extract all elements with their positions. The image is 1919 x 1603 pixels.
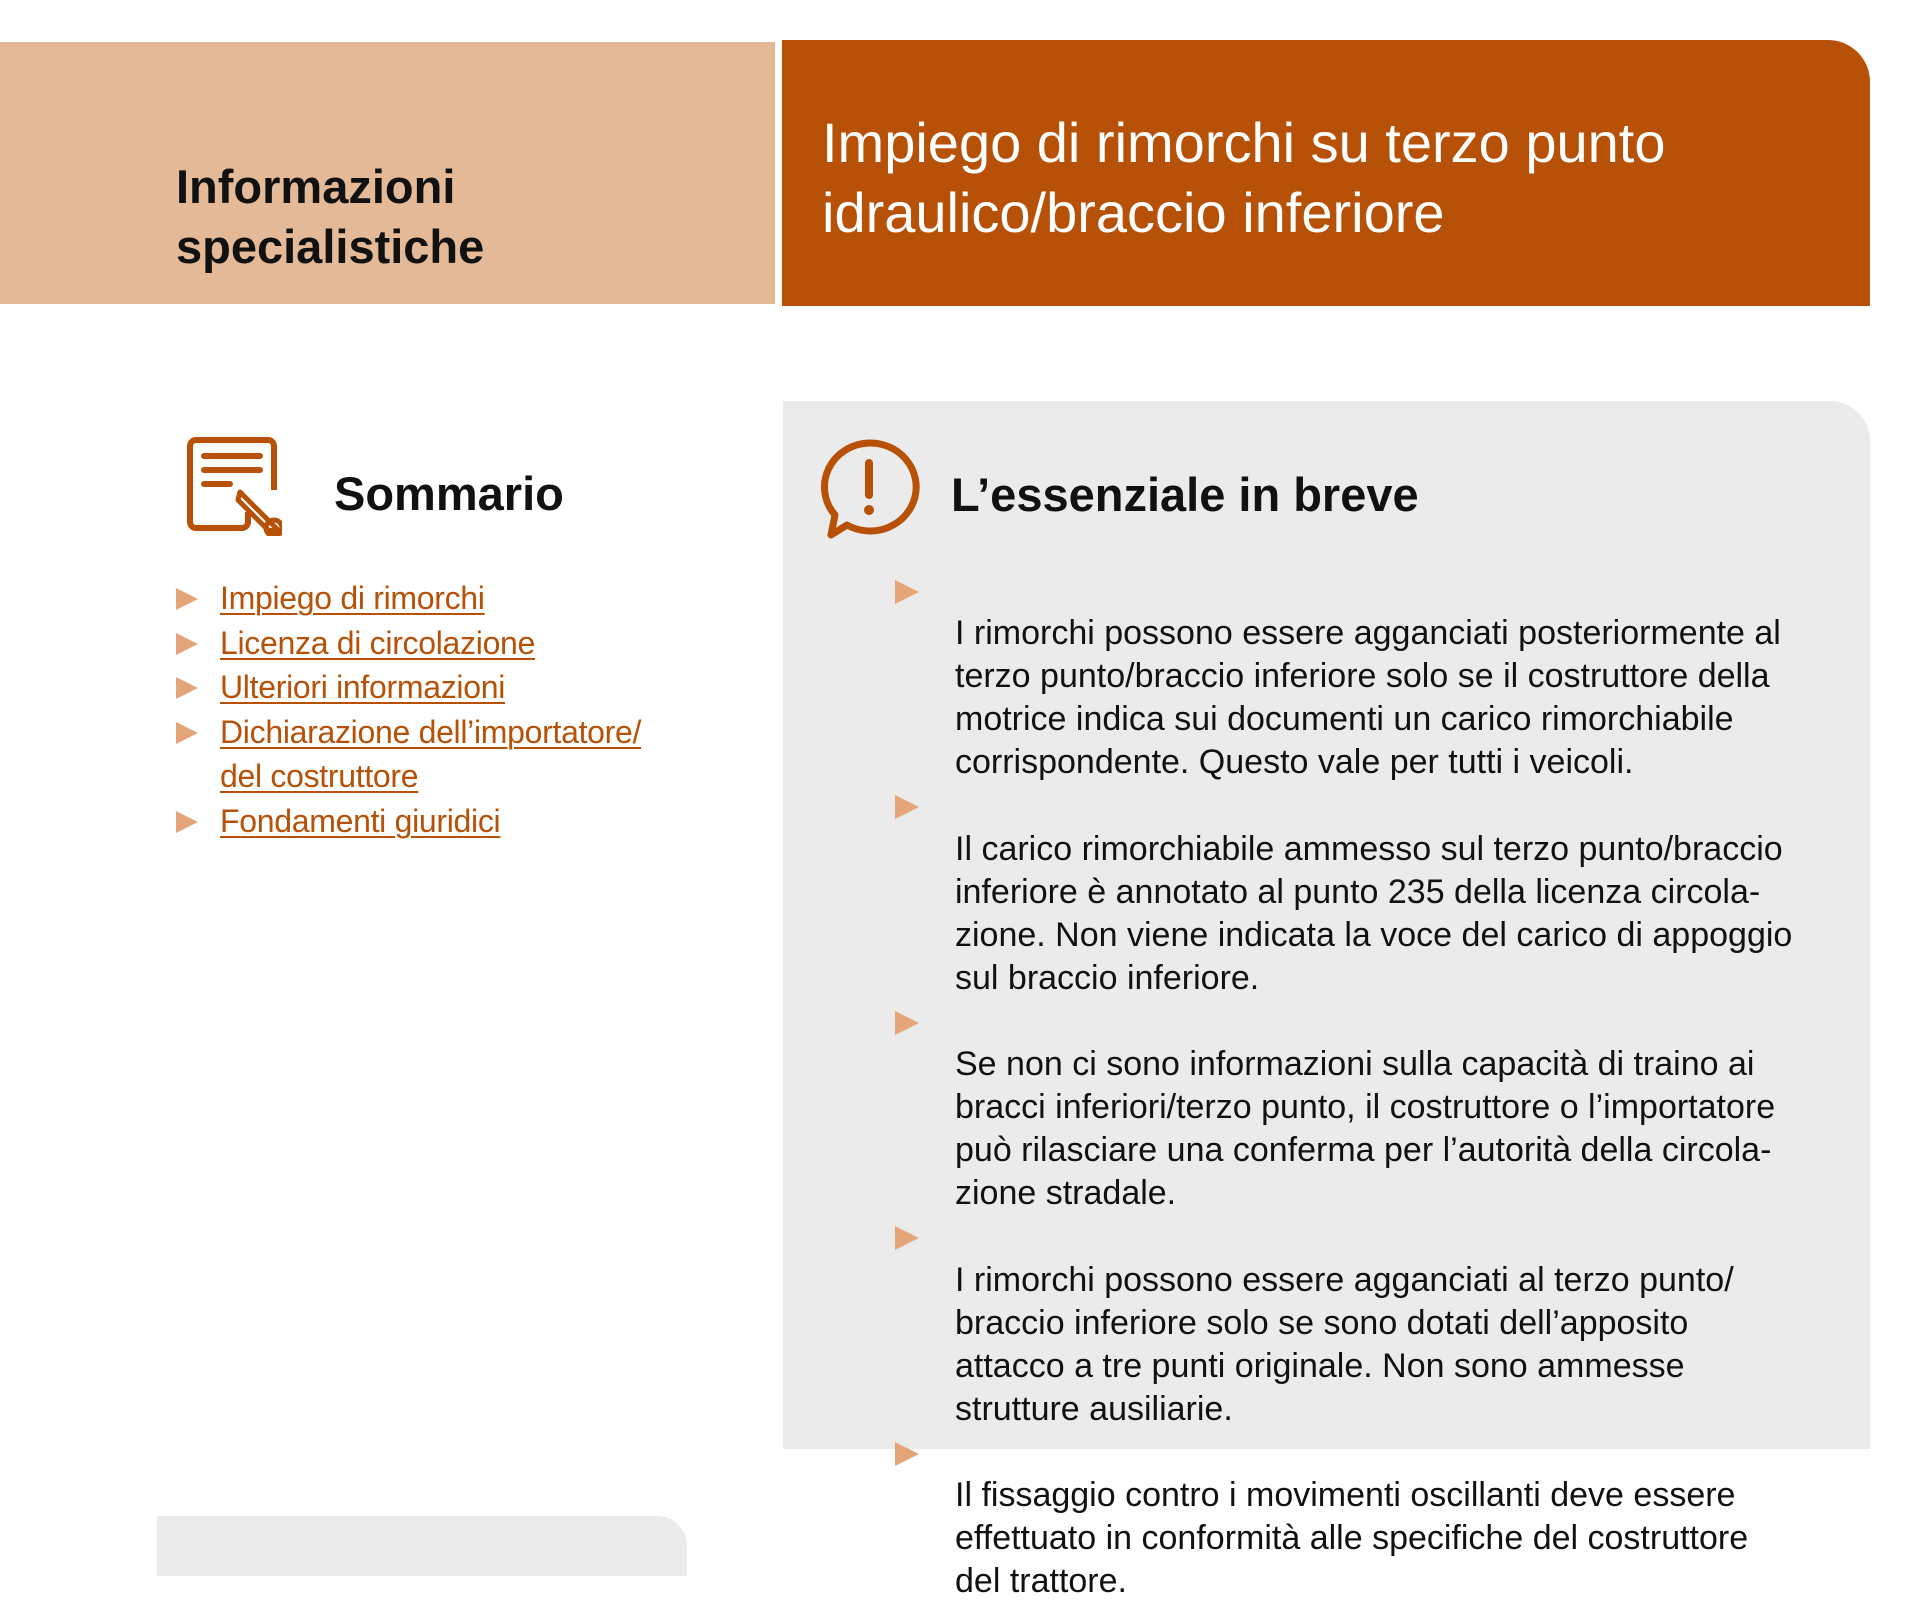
- triangle-bullet-icon: [895, 1011, 919, 1035]
- header-category: Informazioni specialistiche: [176, 160, 485, 273]
- triangle-bullet-icon: [176, 633, 198, 655]
- essential-item: [887, 1431, 1847, 1603]
- triangle-bullet-icon: [176, 811, 198, 833]
- essential-item-text: Il carico rimorchiabile ammesso sul terzo punto/braccio inferiore è annotato al punto 235 della licenza circola- zione. Non viene indicata la voce del carico di appoggio sul braccio inferiore.: [955, 829, 1793, 997]
- triangle-bullet-icon: [895, 795, 919, 819]
- essential-item-text: Se non ci sono informazioni sulla capacità di traino ai bracci inferiori/terzo punto, il costruttore o l’importatore può rilasciare una conferma per l’autorità della circola- zione stradale.: [955, 1045, 1776, 1213]
- header-category-panel: [0, 42, 775, 304]
- document-edit-icon: [186, 436, 282, 536]
- summary-link-licenza[interactable]: Licenza di circolazione: [220, 624, 536, 661]
- triangle-bullet-icon: [176, 677, 198, 699]
- summary-title: Sommario: [334, 467, 564, 520]
- essential-title: L’essenziale in breve: [951, 468, 1419, 521]
- triangle-bullet-icon: [176, 722, 198, 744]
- summary-item-fondamenti: [176, 799, 736, 844]
- essential-item-text: I rimorchi possono essere agganciati al terzo punto/ braccio inferiore solo se sono dotati dell’apposito attacco a tre punti originale. Non sono ammesse strutture ausiliarie.: [955, 1260, 1734, 1428]
- exclamation-speech-bubble-icon: [817, 437, 921, 541]
- summary-item-dichiarazione: [176, 710, 736, 799]
- triangle-bullet-icon: [895, 1226, 919, 1250]
- page-title: Impiego di rimorchi su terzo punto idraulico/braccio inferiore: [822, 111, 1666, 244]
- triangle-bullet-icon: [176, 588, 198, 610]
- essential-item: [887, 1215, 1847, 1430]
- essential-item-text: I rimorchi possono essere agganciati posteriormente al terzo punto/braccio inferiore solo se il costruttore della motrice indica sui documenti un carico rimorchiabile corrispondente. Questo vale per tutti i veicoli.: [955, 614, 1781, 782]
- summary-link-dichiarazione[interactable]: Dichiarazione dell’importatore/ del costruttore: [220, 713, 642, 794]
- essential-box: [783, 401, 1870, 1601]
- summary-item-licenza: [176, 621, 736, 666]
- header-title-panel: [782, 40, 1870, 306]
- summary-link-impiego[interactable]: Impiego di rimorchi: [220, 580, 485, 616]
- triangle-bullet-icon: [895, 1442, 919, 1466]
- essential-item-text: Il fissaggio contro i movimenti oscillanti deve essere effettuato in conformità alle specifiche del costruttore del trattore.: [955, 1475, 1749, 1601]
- essential-list: [887, 569, 1847, 1603]
- triangle-bullet-icon: [895, 580, 919, 604]
- essential-item: [887, 1000, 1847, 1215]
- summary-link-fondamenti[interactable]: Fondamenti giuridici: [220, 802, 501, 839]
- summary-item-ulteriori: [176, 665, 736, 710]
- summary-link-ulteriori[interactable]: Ulteriori informazioni: [220, 669, 506, 705]
- summary-item-impiego: [176, 576, 736, 621]
- summary-list: [176, 576, 736, 843]
- essential-item: [887, 569, 1847, 784]
- next-section-box: [157, 1516, 687, 1576]
- essential-item: [887, 784, 1847, 999]
